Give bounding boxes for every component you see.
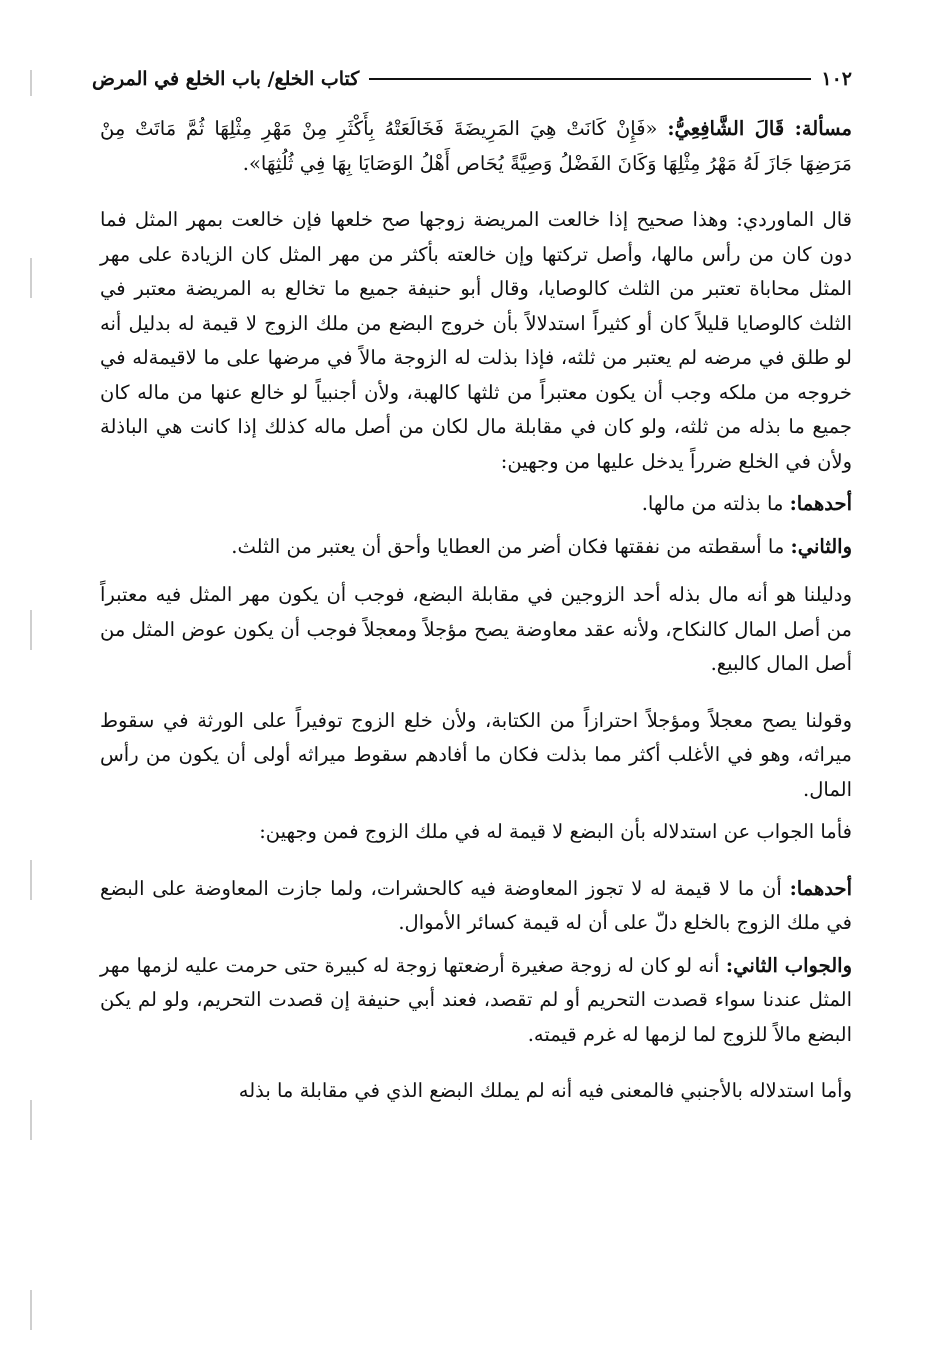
margin-mark [30,610,32,650]
paragraph-foreigner [100,1074,852,1109]
paragraph-mawardi [100,203,852,479]
margin-mark [30,860,32,900]
paragraph-lead: والجواب الثاني: [725,953,852,977]
page-number: ١٠٢ [821,68,852,90]
main-text [100,112,852,1362]
paragraph-text: فأما الجواب عن استدلاله بأن البضع لا قيمة له في ملك الزوج فمن وجهين: [259,820,852,843]
margin-mark [30,1290,32,1330]
paragraph-text: أن ما لا قيمة له لا تجوز المعاوضة فيه كالحشرات، ولما جازت المعاوضة على البضع في ملك الزوج بالخلع دلّ على أن له قيمة كسائر الأموال. [100,876,852,934]
paragraph-masala [100,112,852,181]
paragraph-text: ودليلنا هو أنه مال بذله أحد الزوجين في مقابلة البضع، فوجب أن يكون مهر المثل فيه معتبراً من أصل المال كالنكاح، ولأنه عقد معاوضة يصح مؤجلاً ومعجلاً فوجب أن يكون عوض المثل من أصل المال كالبيع. [100,583,852,675]
paragraph-first-aspect [100,487,852,522]
paragraph-statement [100,704,852,808]
paragraph-text: وأما استدلاله بالأجنبي فالمعنى فيه أنه لم يملك البضع الذي في مقابلة ما بذله [238,1079,852,1102]
margin-mark [30,258,32,298]
paragraph-lead: أحدهما: [789,492,852,515]
paragraph-text: وقولنا يصح معجلاً ومؤجلاً احترازاً من الكتابة، ولأن خلع الزوج توفيراً على الورثة في سقوط ميراثه، وهو في الأغلب أكثر مما بذلت فكان ما أفادهم سقوط ميراثه أولى أن يكون من رأس المال. [100,708,852,801]
paragraph-lead: أحدهما: [789,876,852,900]
margin-mark [30,70,32,96]
paragraph-response-second [100,949,852,1053]
running-header [92,62,852,96]
paragraph-lead: مسألة: قَالَ الشَّافِعِيُّ: [667,117,852,140]
paragraph-text: أنه لو كان له زوجة صغيرة أرضعتها زوجة له كبيرة حتى حرمت عليه لزمها مهر المثل عندنا سواء قصدت التحريم أو لم تقصد، فعند أبي حنيفة إن قصدت التحريم، ولو لم يكن البضع مالاً للزوج لما لزمها له غرم قيمته. [100,953,852,1046]
paragraph-text: قال الماوردي: وهذا صحيح إذا خالعت المريضة زوجها صح خلعها فإن خالعت بمهر المثل فما دون كان من رأس مالها، وأصل تركتها وإن خالعته بأكثر من مهر المثل كان الزيادة على مهر المثل محاباة تعتبر من الثلث كالوصايا، وقال أبو حنيفة جميع ما تخالع به المريضة معتبر في الثلث كالوصايا قليلاً كان أو كثيراً استدلالاً بأن خروج البضع من ملك الزوج لا قيمة له بدليل أنه لو طلق في مرضه لم يعتبر من ثلثه، فإذا بذلت له الزوجة مالاً في مرضها على ما لاقيمةله في خروجه من ملكه وجب أن يكون معتبراً من ثلثها كالهبة، ولأن أجنبياً لو خالع عنها من ماله كان جميع ما بذله من ثلثه، ولو كان في مقابلة مال لكان من أصل ماله كذلك إذا كانت هي الباذلة ولأن في الخلع ضرراً يدخل عليها من وجهين: [100,208,852,473]
chapter-title: كتاب الخلع/ باب الخلع في المرض [92,68,360,90]
margin-mark [30,1100,32,1140]
paragraph-text: «فَإِنْ كَانَتْ هِيَ المَرِيضَةَ فَخَالَعَتْهُ بِأَكْثَرِ مِنْ مَهْرِ مِثْلِهَا ثُمَّ مَاتَتْ مِنْ مَرَضِهَا جَازَ لَهُ مَهْرُ مِثْلِهَا وَكَانَ الفَضْلُ وَصِيَّةً يُحَاص أَهْلُ الوَصَايَا بِهَا فِي ثُلُثِهَا». [100,117,852,175]
header-rule [369,78,811,80]
paragraph-evidence [100,578,852,682]
paragraph-response-intro [100,815,852,850]
paragraph-lead: والثاني: [790,534,852,558]
paragraph-text: ما بذلته من مالها. [641,492,784,515]
paragraph-response-first [100,872,852,941]
paragraph-second-aspect [100,530,852,565]
paragraph-text: ما أسقطته من نفقتها فكان أضر من العطايا وأحق أن يعتبر من الثلث. [231,534,785,558]
